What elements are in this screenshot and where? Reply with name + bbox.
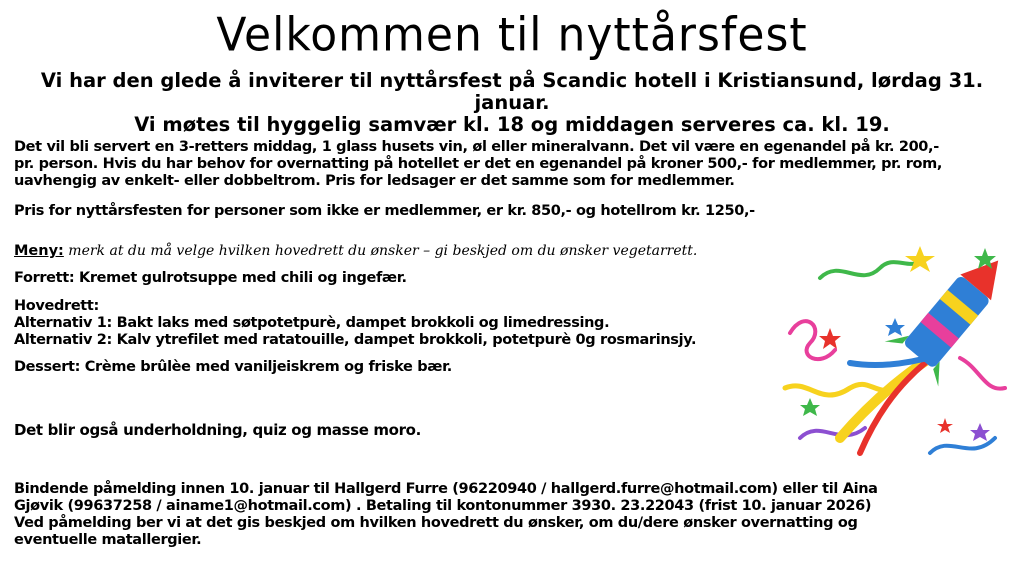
menu-main-alt1: Alternativ 1: Bakt laks med søtpotetpurè, dampet brokkoli og limedressing. [14,315,610,331]
subtitle [0,70,1024,136]
menu-label: Meny: [14,243,64,259]
rocket-trail [840,356,935,453]
info-line: uavhengig av enkelt- eller dobbeltrom. Pris for ledsager er det samme som for medlemmer. [14,173,735,189]
entertainment-line: Det blir også underholdning, quiz og masse moro. [14,421,421,439]
registration-line: eventuelle matallergier. [14,532,202,548]
info-line: Det vil bli servert en 3-retters middag, 1 glass husets vin, øl eller mineralvann. Det vil være en egenandel på kr. 200,- [14,139,939,155]
registration-paragraph [14,481,1014,549]
subtitle-line: Vi har den glede å inviterer til nyttårsfest på Scandic hotell i Kristiansund, lørdag 31. januar. [40,69,984,114]
menu-note: merk at du må velge hvilken hovedrett du ønsker – gi beskjed om du ønsker vegetarrett. [63,243,698,259]
info-line: pr. person. Hvis du har behov for overnatting på hotellet er det en egenandel på kroner 500,- for medlemmer, pr. rom, [14,156,943,172]
menu-starter: Forrett: Kremet gulrotsuppe med chili og ingefær. [14,270,407,286]
info-paragraph [14,139,1014,190]
menu-main-alt2: Alternativ 2: Kalv ytrefilet med ratatouille, dampet brokkoli, potetpurè 0g rosmarinsjy. [14,332,697,348]
menu-header [14,242,804,260]
invitation-title: Velkommen til nyttårsfest [216,8,808,63]
menu-dessert: Dessert: Crème brûlèe med vaniljeiskrem og friske bær. [14,359,452,375]
registration-line: Bindende påmelding innen 10. januar til Hallgerd Furre (96220940 / hallgerd.furre@hotmail.com) eller til Aina [14,481,878,497]
registration-line: Ved påmelding ber vi at det gis beskjed om hvilken hovedrett du ønsker, om du/dere ønsker overnatting og [14,515,858,531]
firework-rocket-illustration [780,238,1012,474]
price-line: Pris for nyttårsfesten for personer som ikke er medlemmer, er kr. 850,- og hotellrom kr. 1250,- [14,203,755,219]
registration-line: Gjøvik (99637258 / ainame1@hotmail.com) . Betaling til kontonummer 3930. 23.22043 (frist 10. januar 2026) [14,498,872,514]
subtitle-line: Vi møtes til hyggelig samvær kl. 18 og middagen serveres ca. kl. 19. [134,113,890,136]
menu-main-heading: Hovedrett: [14,298,99,314]
